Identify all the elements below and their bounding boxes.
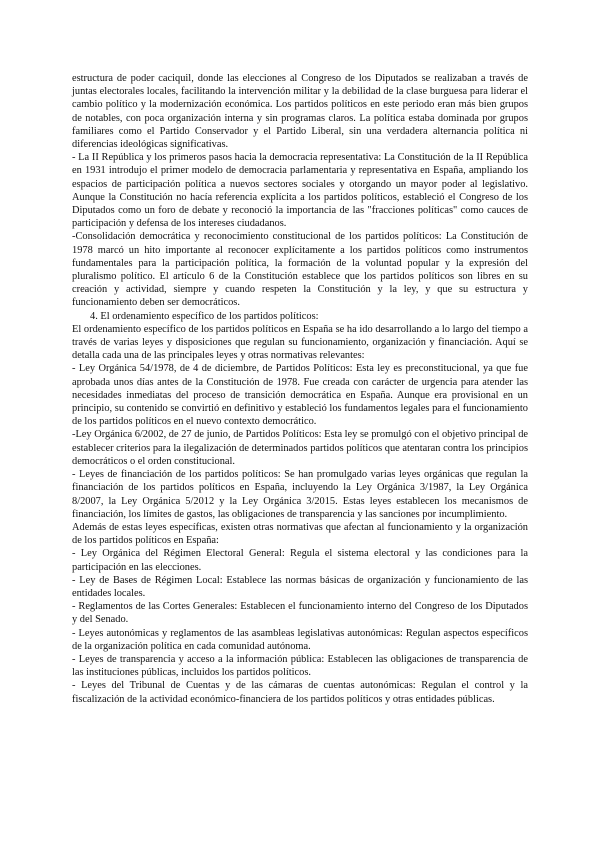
- paragraph-leyes-financiacion: - Leyes de financiación de los partidos políticos: Se han promulgado varias leyes orgánicas que regulan la financiación de los partidos políticos en España, incluyendo la Ley Orgánica 3/1987, la Ley Orgánica 8/2007, la Ley Orgánica 5/2012 y la Ley Orgánica 3/2015. Estas leyes establecen los mecanismos de financiación, los límites de gastos, las obligaciones de transparencia y las sanciones por incumplimiento.: [72, 469, 528, 520]
- paragraph-ordenamiento-intro: El ordenamiento específico de los partidos políticos en España se ha ido desarrollando a lo largo del tiempo a través de varias leyes y disposiciones que regulan su funcionamiento, organización y financiación. Aquí se detalla cada una de las principales leyes y otras normativas relevantes:: [72, 323, 528, 362]
- paragraph-segunda-republica: - La II República y los primeros pasos hacia la democracia representativa: La Constitución de la II República en 1931 introdujo el primer modelo de democracia parlamentaria y representativa en España, ampliando los espacios de participación política a nuevos sectores sociales y otorgando un mayor poder al legislativo. Aunque la Constitución no hacía referencia explícita a los partidos políticos, estableció el Congreso de los Diputados como un foro de debate y reconoció la importancia de las "fracciones políticas" como cauces de participación y defensa de los intereses ciudadanos.: [72, 152, 528, 230]
- paragraph-regimen-local: - Ley de Bases de Régimen Local: Establece las normas básicas de organización y funcionamiento de las entidades locales.: [72, 574, 528, 599]
- paragraph-tribunal-cuentas: - Leyes del Tribunal de Cuentas y de las cámaras de cuentas autonómicas: Regulan el control y la fiscalización de la actividad económico-financiera de los partidos políticos y otras entidades públicas.: [72, 680, 528, 705]
- paragraph-otras-normativas: Además de estas leyes específicas, existen otras normativas que afectan al funcionamiento y la organización de los partidos políticos en España:: [72, 521, 528, 547]
- paragraph-caciquil: estructura de poder caciquil, donde las elecciones al Congreso de los Diputados se realizaban a través de juntas electorales locales, facilitando la intervención militar y la debilidad de la clase burguesa para liderar el cambio político y la modernización económica. Los partidos políticos en este periodo eran más bien grupos de notables, con poca organización interna y sin programas claros. La política estaba dominada por grupos familiares como el Partido Conservador y el Partido Liberal, sin una verdadera alternancia política ni diferencias ideológicas significativas.: [72, 73, 528, 151]
- paragraph-reglamentos-cortes: - Reglamentos de las Cortes Generales: Establecen el funcionamiento interno del Congreso de los Diputados y del Senado.: [72, 601, 528, 626]
- paragraph-ley-54-1978: - Ley Orgánica 54/1978, de 4 de diciembre, de Partidos Políticos: Esta ley es preconstitucional, ya que fue aprobada unos días antes de la Constitución de 1978. Fue creada con carácter de urgencia para atender las necesidades inmediatas del proceso de transición democrática en España. Aunque era provisional en un principio, su contenido se convirtió en definitivo y estableció los fundamentos legales para el funcionamiento de los partidos políticos en el nuevo contexto democrático.: [72, 363, 528, 428]
- paragraph-ley-6-2002: -Ley Orgánica 6/2002, de 27 de junio, de Partidos Políticos: Esta ley se promulgó con el objetivo principal de establecer criterios para la ilegalización de determinados partidos políticos que atentaran contra los principios democráticos o el orden constitucional.: [72, 429, 528, 467]
- paragraph-constitucion-1978: -Consolidación democrática y reconocimiento constitucional de los partidos políticos: La Constitución de 1978 marcó un hito importante al reconocer explícitamente a los partidos políticos como instrumentos fundamentales para la participación política, la formación de la voluntad popular y la expresión del pluralismo político. El artículo 6 de la Constitución establece que los partidos políticos son libres en su creación y actividad, siempre y cuando respeten la Constitución y la ley, y que su estructura y funcionamiento deben ser democráticos.: [72, 231, 528, 309]
- paragraph-transparencia: - Leyes de transparencia y acceso a la información pública: Establecen las obligaciones de transparencia de las instituciones públicas, incluidos los partidos políticos.: [72, 653, 528, 679]
- paragraph-regimen-electoral: - Ley Orgánica del Régimen Electoral General: Regula el sistema electoral y las condiciones para la participación en las elecciones.: [72, 548, 528, 573]
- section-heading: 4. El ordenamiento específico de los partidos políticos:: [90, 310, 319, 322]
- paragraph-leyes-autonomicas: - Leyes autonómicas y reglamentos de las asambleas legislativas autonómicas: Regulan aspectos específicos de la organización política en cada comunidad autónoma.: [72, 627, 528, 652]
